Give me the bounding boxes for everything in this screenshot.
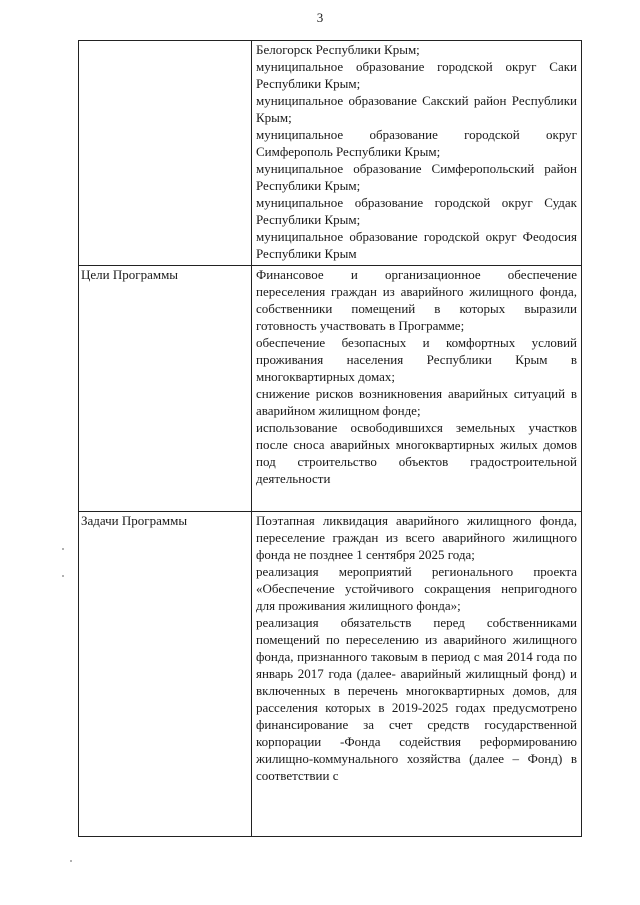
- row-label: Задачи Программы: [81, 513, 188, 528]
- paragraph: Финансовое и организационное обеспечение переселения граждан из аварийного жилищного фонда, собственники помещений в которых выразили готовность участвовать в Программе;: [256, 267, 577, 333]
- program-passport-table: [78, 40, 582, 837]
- table-row-goals: [79, 266, 582, 512]
- row-label-cell: [79, 512, 252, 837]
- scan-speck: [62, 548, 64, 550]
- row-content-cell: [252, 41, 582, 266]
- scan-speck: [62, 575, 64, 577]
- row-label: Цели Программы: [81, 267, 179, 282]
- row-content-cell: [252, 512, 582, 837]
- scan-speck: [70, 860, 72, 862]
- paragraph: муниципальное образование Симферопольский район Республики Крым;: [256, 161, 577, 193]
- table-row-municipalities: [79, 41, 582, 266]
- paragraph: реализация обязательств перед собственниками помещений по переселению из аварийного жилищного фонда, признанного таковым в период с мая 2014 года по январь 2017 года (далее- аварийный жилищный фонд) и включенных в перечень многоквартирных домов, для расселения которых в 2019-2025 годах предусмотрено финансирование за счет средств государственной корпорации -Фонда содействия реформированию жилищно-коммунального хозяйства (далее – Фонд) в соответствии с: [256, 615, 577, 783]
- row-label-cell: [79, 266, 252, 512]
- paragraph: Поэтапная ликвидация аварийного жилищного фонда, переселение граждан из всего аварийного жилищного фонда не позднее 1 сентября 2025 года;: [256, 513, 577, 562]
- paragraph: муниципальное образование городской округ Феодосия Республики Крым: [256, 229, 577, 261]
- page-number: 3: [316, 10, 324, 25]
- row-content-cell: [252, 266, 582, 512]
- paragraph: снижение рисков возникновения аварийных ситуаций в аварийном жилищном фонде;: [256, 386, 577, 418]
- paragraph: использование освободившихся земельных участков после сноса аварийных многоквартирных жилых домов под строительство объектов градостроительной деятельности: [256, 420, 577, 486]
- paragraph: муниципальное образование городской округ Симферополь Республики Крым;: [256, 127, 577, 159]
- row-label-cell: [79, 41, 252, 266]
- paragraph: Белогорск Республики Крым;: [256, 42, 420, 57]
- paragraph: муниципальное образование городской округ Саки Республики Крым;: [256, 59, 577, 91]
- paragraph: муниципальное образование городской округ Судак Республики Крым;: [256, 195, 577, 227]
- paragraph: обеспечение безопасных и комфортных условий проживания населения Республики Крым в многоквартирных домах;: [256, 335, 577, 384]
- paragraph: реализация мероприятий регионального проекта «Обеспечение устойчивого сокращения непригодного для проживания жилищного фонда»;: [256, 564, 577, 613]
- paragraph: муниципальное образование Сакский район Республики Крым;: [256, 93, 577, 125]
- table-row-tasks: [79, 512, 582, 837]
